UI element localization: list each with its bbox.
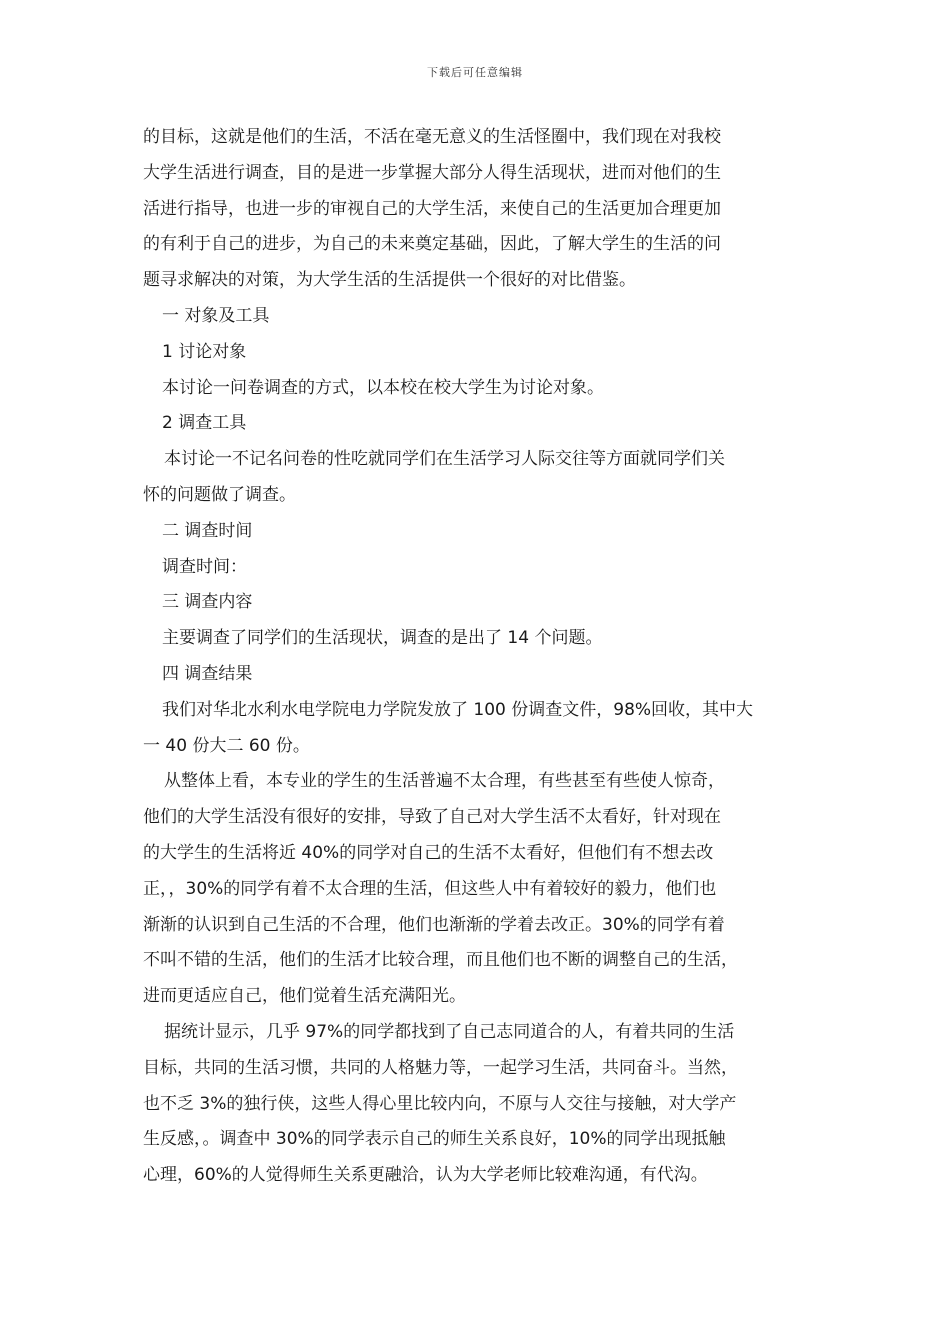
text-line: 的有利于自己的进步，为自己的未来奠定基础，因此，了解大学生的生活的问 (143, 234, 721, 255)
section-heading: 四 调查结果 (162, 663, 253, 684)
text-line: 目标，共同的生活习惯，共同的人格魅力等，一起学习生活，共同奋斗。当然， (143, 1057, 738, 1078)
text-line: 大学生活进行调查，目的是进一步掌握大部分人得生活现状，进而对他们的生 (143, 162, 721, 183)
page-header: 下载后可任意编辑 (427, 66, 523, 79)
text-line: 不叫不错的生活，他们的生活才比较合理，而且他们也不断的调整自己的生活， (143, 950, 738, 971)
text-line: 本讨论一问卷调查的方式，以本校在校大学生为讨论对象。 (162, 377, 604, 398)
section-heading: 三 调查内容 (162, 592, 253, 613)
subsection-heading: 1 讨论对象 (162, 341, 247, 362)
document-body (143, 120, 811, 1194)
text-line: 从整体上看，本专业的学生的生活普遍不太合理，有些甚至有些使人惊奇， (164, 771, 725, 792)
text-line: 题寻求解决的对策，为大学生活的生活提供一个很好的对比借鉴。 (143, 270, 636, 291)
text-line: 的大学生的生活将近 40%的同学对自己的生活不太看好，但他们有不想去改 (143, 842, 714, 863)
text-line: 活进行指导，也进一步的审视自己的大学生活，来使自己的生活更加合理更加 (143, 198, 721, 219)
text-line: 调查时间： (162, 556, 247, 577)
text-line: 主要调查了同学们的生活现状，调查的是出了 14 个问题。 (162, 628, 603, 649)
text-line: 的目标，这就是他们的生活，不活在毫无意义的生活怪圈中，我们现在对我校 (143, 127, 721, 147)
text-line: 生反感，。调查中 30%的同学表示自己的师生关系良好，10%的同学出现抵触 (143, 1129, 726, 1150)
text-line: 进而更适应自己，他们觉着生活充满阳光。 (143, 986, 466, 1007)
text-line: 也不乏 3%的独行侠，这些人得心里比较内向，不原与人交往与接触，对大学产 (143, 1093, 737, 1114)
section-heading: 二 调查时间 (162, 520, 253, 541)
text-line: 一 40 份大二 60 份。 (143, 735, 310, 756)
text-line: 本讨论一不记名问卷的性吃就同学们在生活学习人际交往等方面就同学们关 (164, 449, 725, 470)
section-heading: 一 对象及工具 (162, 305, 270, 326)
text-line: 据统计显示，几乎 97%的同学都找到了自己志同道合的人，有着共同的生活 (164, 1021, 735, 1042)
text-line: 怀的问题做了调查。 (143, 484, 296, 505)
text-line: 他们的大学生活没有很好的安排，导致了自己对大学生活不太看好，针对现在 (143, 807, 721, 828)
text-line: 正，，30%的同学有着不太合理的生活，但这些人中有着较好的毅力，他们也 (143, 878, 717, 899)
text-line: 我们对华北水利水电学院电力学院发放了 100 份调查文件，98%回收，其中大 (162, 699, 754, 720)
text-line: 渐渐的认识到自己生活的不合理，他们也渐渐的学着去改正。30%的同学有着 (143, 914, 725, 935)
text-line: 心理，60%的人觉得师生关系更融洽，认为大学老师比较难沟通，有代沟。 (143, 1165, 708, 1186)
subsection-heading: 2 调查工具 (162, 413, 247, 434)
